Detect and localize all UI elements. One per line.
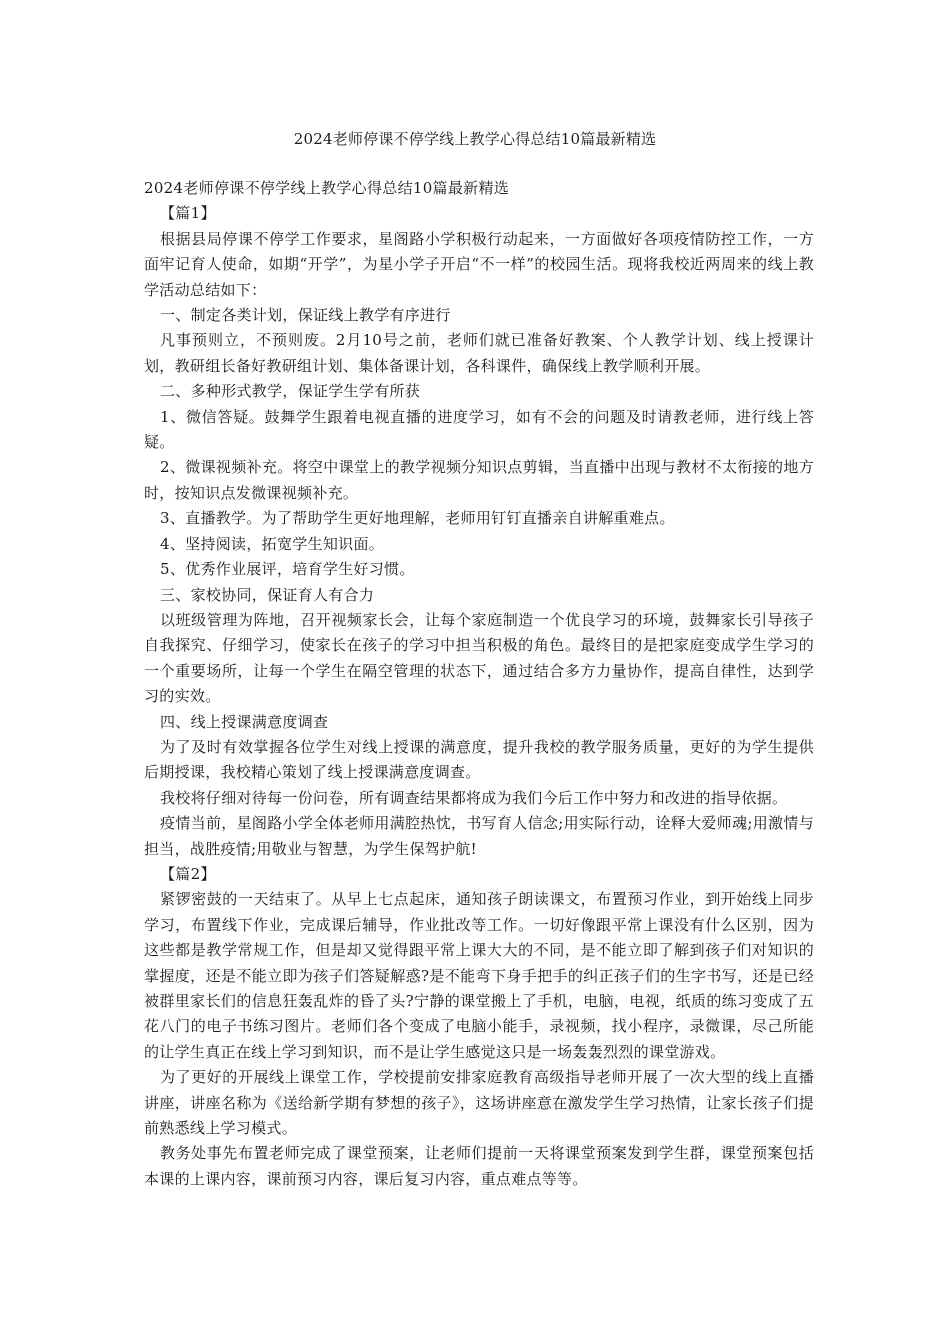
- document-title: 2024老师停课不停学线上教学心得总结10篇最新精选: [293, 130, 657, 148]
- paragraph-heading: 二、多种形式教学，保证学生学有所获: [160, 382, 421, 401]
- paragraph-heading: 四、线上授课满意度调查: [160, 712, 329, 731]
- paragraph-heading: 三、家校协同，保证育人有合力: [160, 585, 375, 604]
- paragraph: 4、坚持阅读，拓宽学生知识面。: [160, 534, 385, 553]
- document-body: [144, 176, 814, 1192]
- paragraph: 凡事预则立，不预则废。2月10号之前，老师们就已准备好教案、个人教学计划、线上授课计划，教研组长备好教研组计划、集体备课计划，各科课件，确保线上教学顺利开展。: [144, 331, 814, 375]
- paragraph: 我校将仔细对待每一份问卷，所有调查结果都将成为我们今后工作中努力和改进的指导依据。: [160, 788, 788, 807]
- paragraph: 以班级管理为阵地，召开视频家长会，让每个家庭制造一个优良学习的环境，鼓舞家长引导孩子自我探究、仔细学习，使家长在孩子的学习中担当积极的角色。最终目的是把家庭变成学生学习的一个重要场所，让每一个学生在隔空管理的状态下，通过结合多方力量协作，提高自律性，达到学习的实效。: [144, 610, 814, 706]
- paragraph: 根据县局停课不停学工作要求，星阁路小学积极行动起来，一方面做好各项疫情防控工作，一方面牢记育人使命，如期“开学”，为星小学子开启“不一样”的校园生活。现将我校近两周来的线上教学活动总结如下：: [144, 229, 814, 299]
- paragraph: 2、微课视频补充。将空中课堂上的教学视频分知识点剪辑，当直播中出现与教材不太衔接的地方时，按知识点发微课视频补充。: [144, 458, 814, 502]
- document-subtitle: 2024老师停课不停学线上教学心得总结10篇最新精选: [144, 179, 510, 197]
- paragraph: 3、直播教学。为了帮助学生更好地理解，老师用钉钉直播亲自讲解重难点。: [160, 509, 675, 528]
- paragraph: 为了更好的开展线上课堂工作，学校提前安排家庭教育高级指导老师开展了一次大型的线上直播讲座，讲座名称为《送给新学期有梦想的孩子》，这场讲座意在激发学生学习热情，让家长孩子们提前熟悉线上学习模式。: [144, 1068, 814, 1138]
- paragraph: 5、优秀作业展评，培育学生好习惯。: [160, 560, 415, 579]
- paragraph: 为了及时有效掌握各位学生对线上授课的满意度，提升我校的教学服务质量，更好的为学生提供后期授课，我校精心策划了线上授课满意度调查。: [144, 737, 814, 782]
- section-heading-2: 【篇2】: [160, 864, 216, 883]
- paragraph: 疫情当前，星阁路小学全体老师用满腔热忱，书写育人信念;用实际行动，诠释大爱师魂;用激情与担当，战胜疫情;用敬业与智慧，为学生保驾护航!: [144, 814, 814, 858]
- paragraph-heading: 一、制定各类计划，保证线上教学有序进行: [160, 306, 451, 325]
- paragraph: 教务处事先布置老师完成了课堂预案，让老师们提前一天将课堂预案发到学生群，课堂预案包括本课的上课内容，课前预习内容，课后复习内容，重点难点等等。: [144, 1144, 814, 1188]
- paragraph: 1、微信答疑。鼓舞学生跟着电视直播的进度学习，如有不会的问题及时请教老师，进行线上答疑。: [144, 407, 814, 452]
- paragraph: 紧锣密鼓的一天结束了。从早上七点起床，通知孩子朗读课文，布置预习作业，到开始线上同步学习，布置线下作业，完成课后辅导，作业批改等工作。一切好像跟平常上课没有什么区别，因为这些都是教学常规工作，但是却又觉得跟平常上课大大的不同，是不能立即了解到孩子们对知识的掌握度，还是不能立即为孩子们答疑解惑?是不能弯下身手把手的纠正孩子们的生字书写，还是已经被群里家长们的信息狂轰乱炸的昏了头?宁静的课堂搬上了手机，电脑，电视，纸质的练习变成了五花八门的电子书练习图片。老师们各个变成了电脑小能手，录视频，找小程序，录微课，尽己所能的让学生真正在线上学习到知识，而不是让学生感觉这只是一场轰轰烈烈的课堂游戏。: [144, 890, 814, 1061]
- section-heading-1: 【篇1】: [160, 204, 216, 223]
